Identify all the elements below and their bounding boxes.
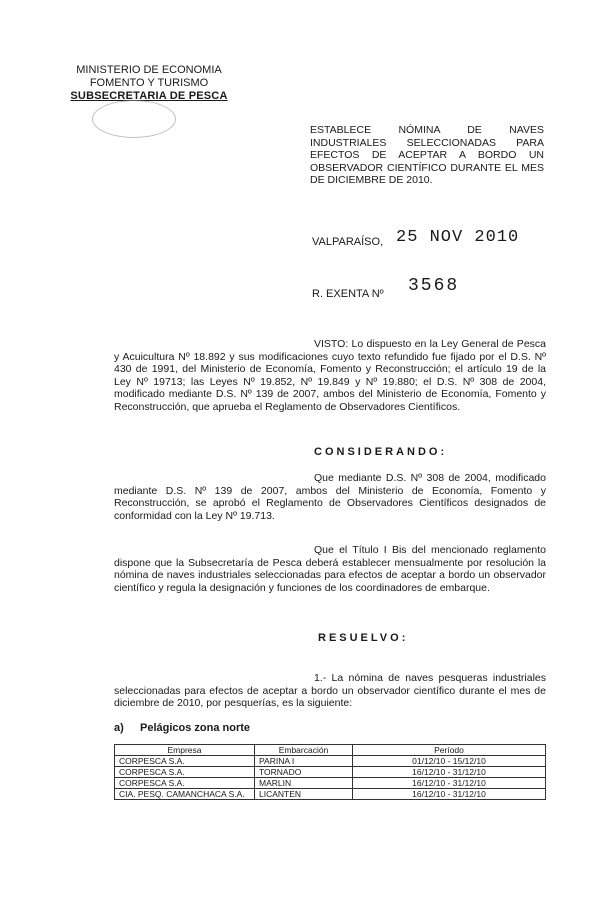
place: VALPARAÍSO, [312,236,384,248]
letterhead-ministry-2: FOMENTO Y TURISMO [89,77,209,89]
date-stamp: 25 NOV 2010 [396,228,520,247]
column-header-periodo: Período [353,745,546,756]
visto-paragraph: VISTO: Lo dispuesto en la Ley General de Pesca y Acuicultura Nº 18.892 y sus modificaciones cuyo texto refundido fue fijado por el D.S. Nº 430 de 1991, del Ministerio de Economía, Fomento y Reconstrucción; el artículo 19 de la Ley Nº 19713; las Leyes Nº 19.852, Nº 19.849 y Nº 19.880; el D.S. Nº 308 de 2004, modificado mediante D.S. Nº 139 de 2007, ambos del Ministerio de Economía, Fomento y Reconstrucción, que aprueba el Reglamento de Observadores Científicos. [114,338,546,413]
considerando-paragraph-2: Que el Título I Bis del mencionado reglamento dispone que la Subsecretaría de Pesca deberá establecer mensualmente por resolución la nómina de naves industriales seleccionadas para efectos de aceptar a bordo un observador científico y regula la designación y funciones de los coordinadores de embarque. [114,544,546,594]
column-header-empresa: Empresa [115,745,255,756]
resolution-subject: ESTABLECE NÓMINA DE NAVES INDUSTRIALES SELECCIONADAS PARA EFECTOS DE ACEPTAR A BORDO UN OBSERVADOR CIENTÍFICO DURANTE EL MES DE DICIEMBRE DE 2010. [310,124,544,186]
column-header-embarcacion: Embarcación [255,745,353,756]
cell-empresa: CORPESCA S.A. [115,778,255,789]
section-heading [114,722,250,734]
cell-periodo: 01/12/10 - 15/12/10 [353,756,546,767]
exenta-number: 3568 [408,276,460,296]
cell-embarcacion: TORNADO [255,767,353,778]
exenta-label: R. EXENTA Nº [312,288,384,300]
letterhead [64,64,234,103]
cell-empresa: CIA. PESQ. CAMANCHACA S.A. [115,789,255,800]
table-header-row [115,745,546,756]
cell-empresa: CORPESCA S.A. [115,756,255,767]
table-row [115,767,546,778]
letterhead-subsecretaria: SUBSECRETARIA DE PESCA [70,90,228,102]
table-row [115,778,546,789]
cell-periodo: 16/12/10 - 31/12/10 [353,778,546,789]
table-row [115,756,546,767]
cell-embarcacion: LICANTEN [255,789,353,800]
considerando-heading: CONSIDERANDO: [314,446,448,458]
official-stamp [92,100,176,138]
cell-embarcacion: MARLIN [255,778,353,789]
cell-periodo: 16/12/10 - 31/12/10 [353,767,546,778]
cell-periodo: 16/12/10 - 31/12/10 [353,789,546,800]
section-letter: a) [114,722,124,734]
letterhead-ministry: MINISTERIO DE ECONOMIA [76,64,222,76]
cell-empresa: CORPESCA S.A. [115,767,255,778]
cell-embarcacion: PARINA I [255,756,353,767]
vessel-table [114,744,546,800]
resuelvo-paragraph-1: 1.- La nómina de naves pesqueras industriales seleccionadas para efectos de aceptar a bordo un observador científico durante el mes de diciembre de 2010, por pesquerías, es la siguiente: [114,672,546,709]
resuelvo-heading: RESUELVO: [318,632,409,644]
section-title: Pelágicos zona norte [140,722,251,734]
considerando-paragraph-1: Que mediante D.S. Nº 308 de 2004, modificado mediante D.S. Nº 139 de 2007, ambos del Ministerio de Economía, Fomento y Reconstrucción, se aprobó el Reglamento de Observadores Científicos designados de conformidad con la Ley Nº 19.713. [114,472,546,522]
table-row [115,789,546,800]
